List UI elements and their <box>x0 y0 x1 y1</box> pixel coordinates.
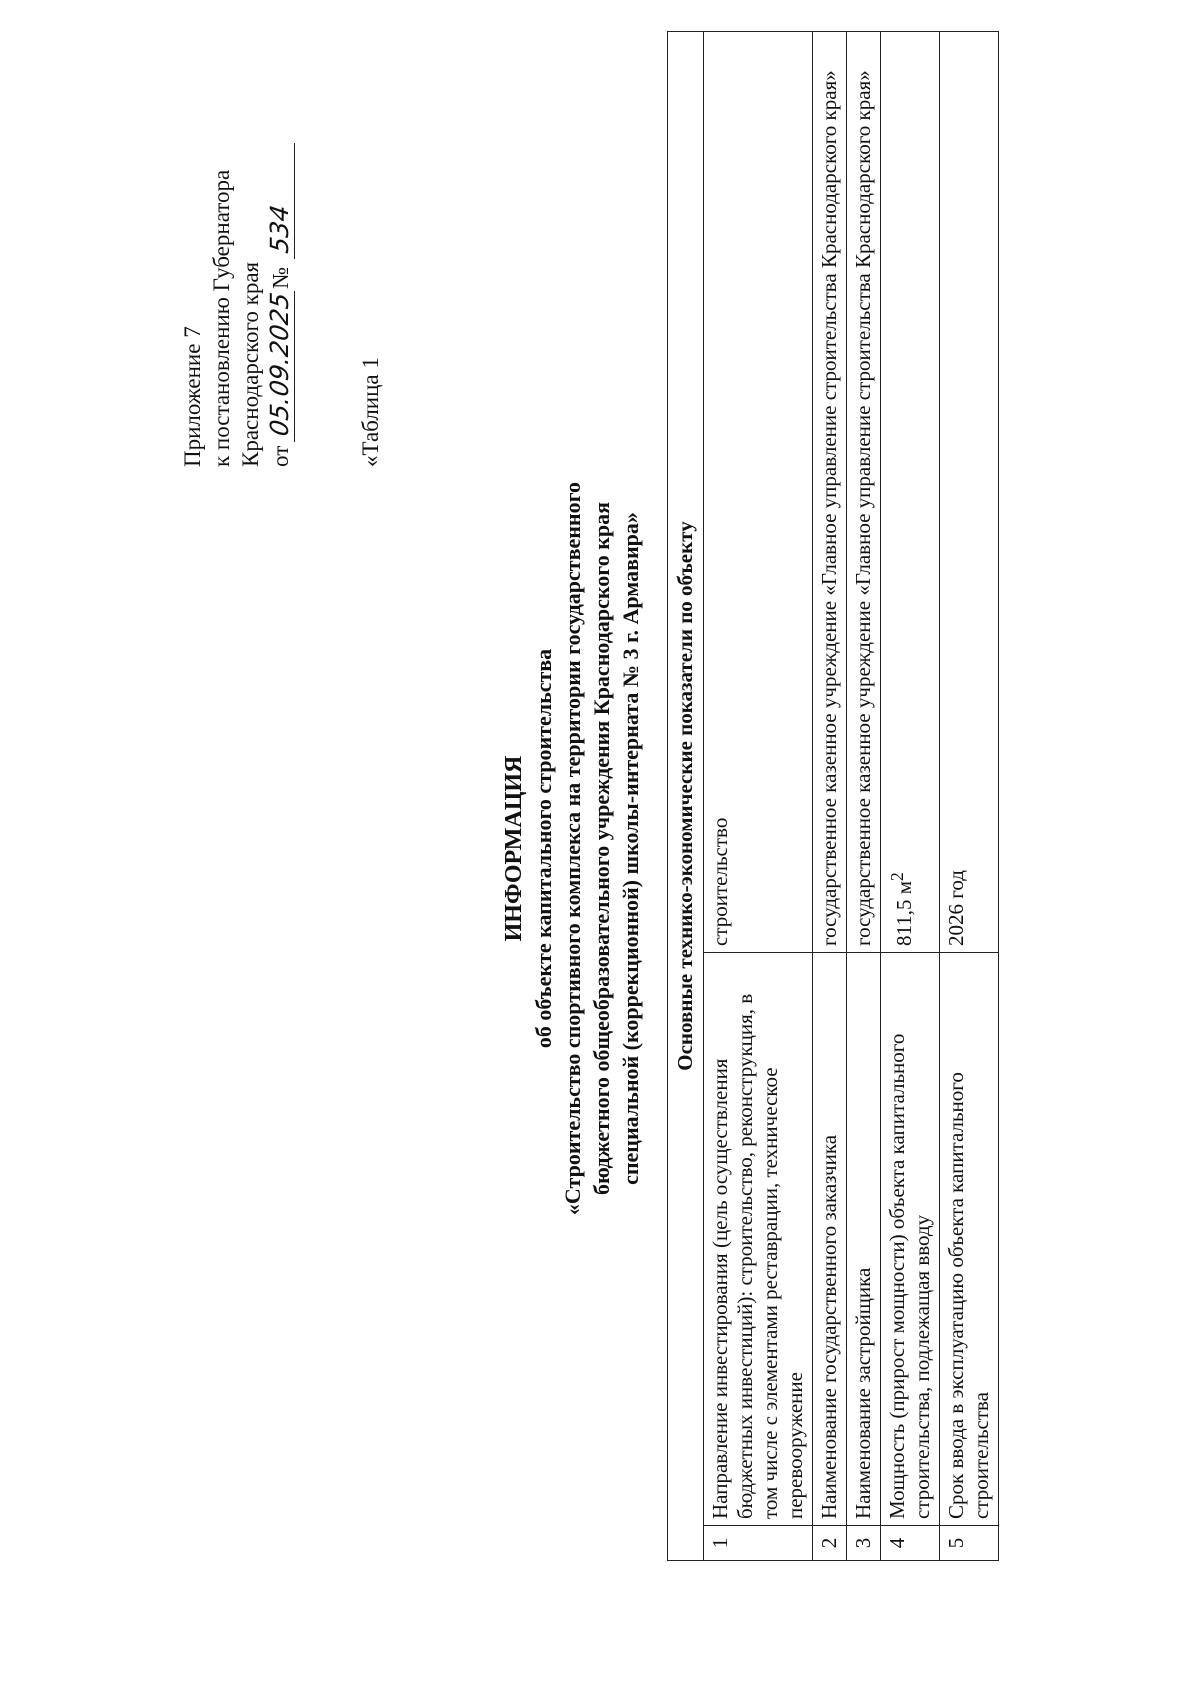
table-row <box>847 32 881 1561</box>
row-number: 1 <box>704 1526 813 1561</box>
table-row <box>704 32 813 1561</box>
appendix-reference: к постановлению Губернатора <box>209 169 234 467</box>
handwritten-number: 534 <box>265 139 295 259</box>
table-row <box>940 32 999 1561</box>
row-value: строительство <box>704 32 813 953</box>
document-subtitle: об объекте капитального строительства <box>531 648 556 1049</box>
row-number: 2 <box>813 1526 847 1561</box>
indicators-table <box>667 31 999 1561</box>
appendix-block <box>178 27 295 467</box>
appendix-number: Приложение 7 <box>180 326 205 467</box>
row-value: 2026 год <box>940 32 999 953</box>
row-value-cell <box>881 32 940 953</box>
table-header-row <box>668 32 704 1561</box>
number-prefix: № <box>268 266 293 289</box>
object-name-line-1: «Строительство спортивного комплекса на территории государственного <box>560 481 585 1216</box>
appendix-date-line <box>265 27 295 467</box>
row-value: государственное казенное учреждение «Главное управление строительства Краснодарского края» <box>813 32 847 953</box>
row-value: 811,5 м <box>892 880 916 946</box>
row-label: Направление инвестирования (цель осуществления бюджетных инвестиций): строительство, реконструкция, в том числе с элементами реставрации, техническое перевооружение <box>704 953 813 1526</box>
row-label: Наименование застройщика <box>847 953 881 1526</box>
row-label: Мощность (прирост мощности) объекта капитального строительства, подлежащая вводу <box>881 953 940 1526</box>
table-row <box>881 32 940 1561</box>
row-number: 4 <box>881 1526 940 1561</box>
row-value: государственное казенное учреждение «Главное управление строительства Краснодарского края» <box>847 32 881 953</box>
row-number: 3 <box>847 1526 881 1561</box>
row-label: Срок ввода в эксплуатацию объекта капитального строительства <box>940 953 999 1526</box>
row-label: Наименование государственного заказчика <box>813 953 847 1526</box>
appendix-region: Краснодарского края <box>238 261 263 467</box>
unit-exponent: 2 <box>887 872 907 881</box>
table-header: Основные технико-экономические показатели по объекту <box>668 32 704 1561</box>
object-name-line-3: специальной (коррекционной) школы-интерната № 3 г. Армавира» <box>618 512 643 1185</box>
object-name-line-2: бюджетного общеобразовательного учреждения Краснодарского края <box>589 501 614 1196</box>
handwritten-date: 05.09.2025 <box>265 287 295 442</box>
table-row <box>813 32 847 1561</box>
row-number: 5 <box>940 1526 999 1561</box>
document-title: ИНФОРМАЦИЯ <box>501 755 527 942</box>
date-prefix: от <box>268 445 293 467</box>
document-heading <box>500 0 645 1697</box>
table-mark: «Таблица 1 <box>358 357 383 467</box>
